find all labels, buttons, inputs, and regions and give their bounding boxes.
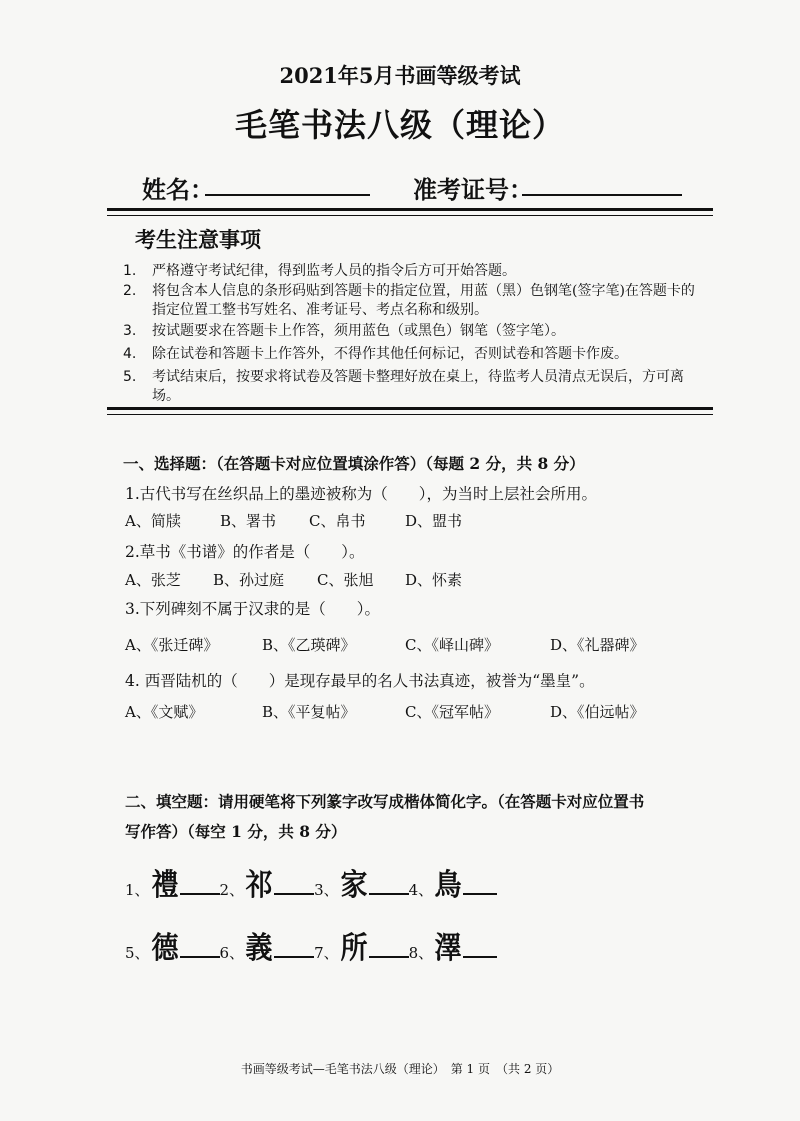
divider-bottom <box>107 407 713 410</box>
answer-blank[interactable] <box>274 893 314 895</box>
ticket-label: 准考证号： <box>413 175 533 204</box>
notice-num: 5. <box>123 369 137 385</box>
name-blank[interactable] <box>205 194 370 196</box>
seal-glyph-icon: 澤 <box>434 931 462 966</box>
answer-blank[interactable] <box>463 956 497 958</box>
section2-heading-line1: 二、填空题：请用硬笔将下列篆字改写成楷体简化字。（在答题卡对应位置书 <box>125 792 645 811</box>
seal-item-num: 1、 <box>125 881 150 899</box>
seal-row-2 <box>125 923 497 967</box>
question-4: 4. 西晋陆机的（ ）是现存最早的名人书法真迹，被誉为“墨皇”。 <box>125 672 595 690</box>
seal-glyph-icon: 所 <box>340 931 368 966</box>
seal-glyph-icon: 德 <box>151 931 179 966</box>
seal-glyph-icon: 禮 <box>151 868 179 903</box>
notice-text: 除在试卷和答题卡上作答外，不得作其他任何标记，否则试卷和答题卡作废。 <box>152 346 628 362</box>
answer-blank[interactable] <box>369 893 409 895</box>
seal-glyph-icon: 祁 <box>245 868 273 903</box>
seal-item-num: 7、 <box>314 944 339 962</box>
page-footer: 书画等级考试—毛笔书法八级（理论） 第 1 页 （共 2 页） <box>240 1062 560 1076</box>
q2-option-c[interactable]: C、张旭 <box>317 571 374 589</box>
answer-blank[interactable] <box>274 956 314 958</box>
q2-option-b[interactable]: B、孙过庭 <box>213 571 285 589</box>
q4-option-b[interactable]: B、《平复帖》 <box>262 703 356 721</box>
q3-option-a[interactable]: A、《张迁碑》 <box>125 636 219 654</box>
seal-item-num: 6、 <box>219 944 245 962</box>
q4-option-a[interactable]: A、《文赋》 <box>125 703 204 721</box>
q1-option-a[interactable]: A、简牍 <box>125 512 181 530</box>
notice-text: 考试结束后，按要求将试卷及答题卡整理好放在桌上，待监考人员清点无误后，方可离场。 <box>152 369 684 404</box>
notice-num: 4. <box>123 346 137 362</box>
divider-top <box>107 208 713 211</box>
answer-blank[interactable] <box>369 956 409 958</box>
notice-text: 将包含本人信息的条形码贴到答题卡的指定位置，用蓝（黑）色钢笔(签字笔)在答题卡的指定位置工整书写姓名、准考证号、考点名称和级别。 <box>152 283 695 318</box>
subject-title: 毛笔书法八级（理论） <box>234 106 565 144</box>
answer-blank[interactable] <box>180 893 220 895</box>
question-3: 3.下列碑刻不属于汉隶的是（ ）。 <box>125 600 381 618</box>
q2-option-a[interactable]: A、张芝 <box>125 571 181 589</box>
seal-item-num: 8、 <box>408 944 434 962</box>
notice-num: 3. <box>123 323 137 339</box>
question-2: 2.草书《书谱》的作者是（ ）。 <box>125 543 365 561</box>
divider-bottom-thin <box>107 414 713 415</box>
seal-glyph-icon: 義 <box>245 931 273 966</box>
notice-num: 2. <box>123 283 137 299</box>
section2-heading-line2: 写作答）（每空 1 分，共 8 分） <box>125 822 347 841</box>
q3-option-c[interactable]: C、《峄山碑》 <box>405 636 499 654</box>
q3-option-d[interactable]: D、《礼器碑》 <box>550 636 645 654</box>
seal-item-num: 3、 <box>314 881 339 899</box>
seal-item-num: 5、 <box>125 944 150 962</box>
question-1: 1.古代书写在丝织品上的墨迹被称为（ ），为当时上层社会所用。 <box>125 485 598 503</box>
answer-blank[interactable] <box>180 956 220 958</box>
seal-item-num: 2、 <box>219 881 245 899</box>
q1-option-d[interactable]: D、盟书 <box>405 512 463 530</box>
seal-glyph-icon: 家 <box>340 868 368 903</box>
answer-blank[interactable] <box>463 893 497 895</box>
notice-text: 按试题要求在答题卡上作答，须用蓝色（或黑色）钢笔（签字笔）。 <box>152 323 565 339</box>
seal-row-1 <box>125 860 497 904</box>
seal-glyph-icon: 鳥 <box>434 868 462 903</box>
name-label: 姓名： <box>142 175 214 204</box>
q1-option-b[interactable]: B、署书 <box>220 512 277 530</box>
notice-title: 考生注意事项 <box>135 227 261 252</box>
q4-option-d[interactable]: D、《伯远帖》 <box>550 703 645 721</box>
notice-list <box>0 262 800 412</box>
ticket-blank[interactable] <box>522 194 682 196</box>
seal-item-num: 4、 <box>408 881 434 899</box>
notice-num: 1. <box>123 263 137 279</box>
q2-option-d[interactable]: D、怀素 <box>405 571 463 589</box>
q1-option-c[interactable]: C、帛书 <box>309 512 366 530</box>
section1-heading: 一、选择题：（在答题卡对应位置填涂作答）（每题 2 分，共 8 分） <box>123 454 585 473</box>
q3-option-b[interactable]: B、《乙瑛碑》 <box>262 636 356 654</box>
exam-title: 2021年5月书画等级考试 <box>279 63 521 88</box>
notice-text: 严格遵守考试纪律，得到监考人员的指令后方可开始答题。 <box>152 263 516 279</box>
divider-top-thin <box>107 215 713 216</box>
q4-option-c[interactable]: C、《冠军帖》 <box>405 703 499 721</box>
